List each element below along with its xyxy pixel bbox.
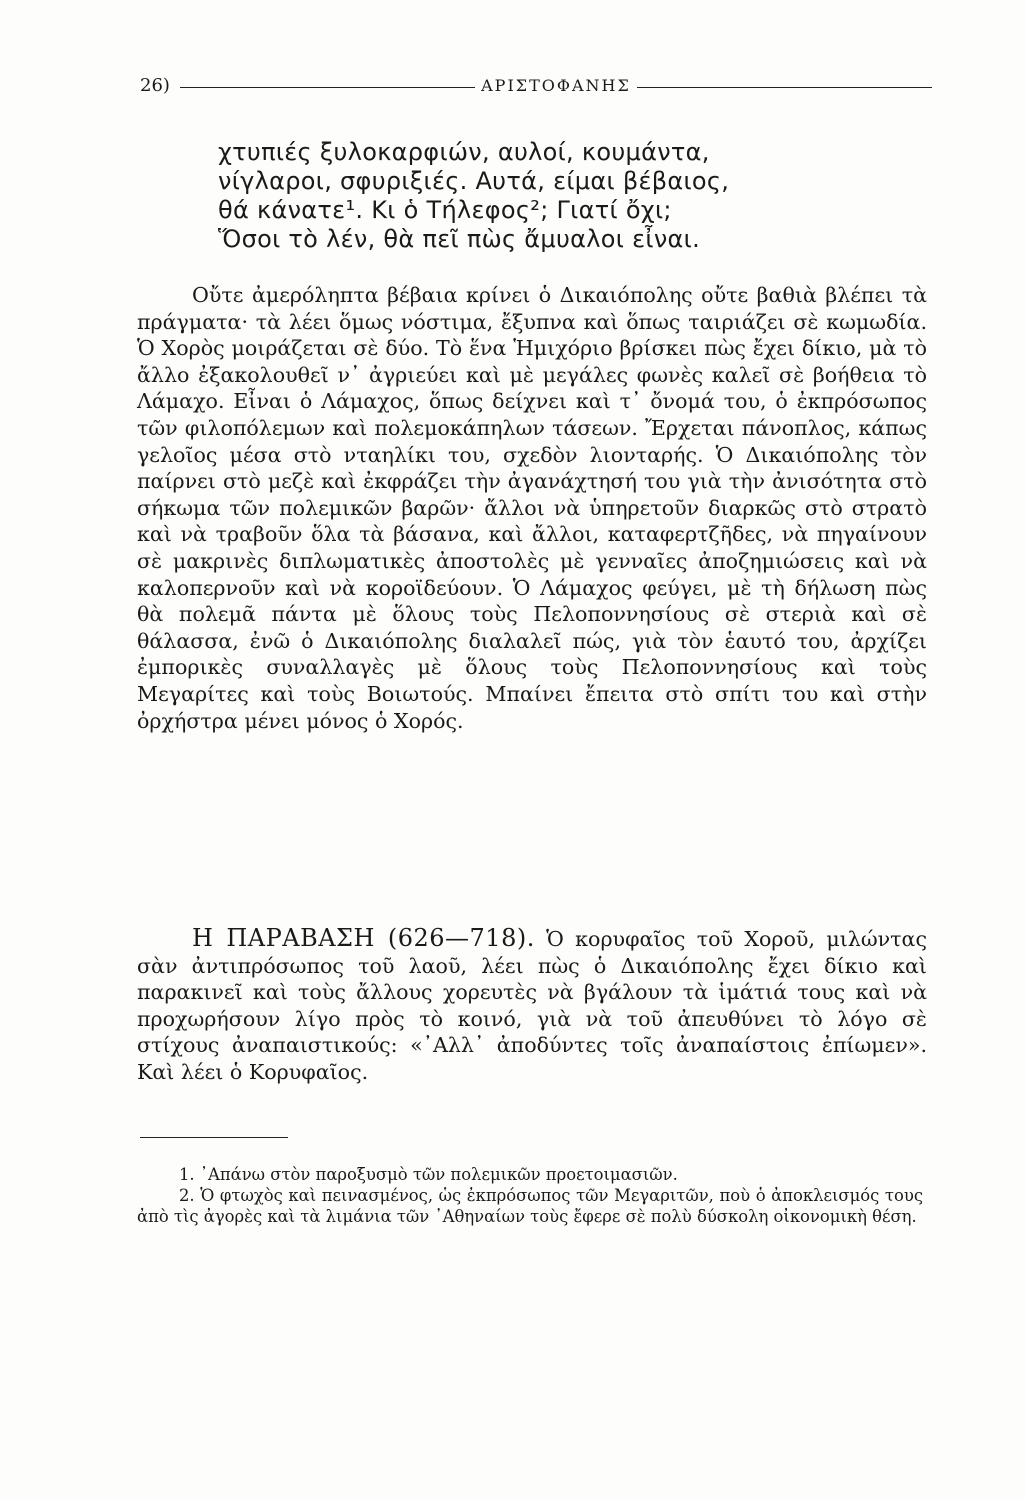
- verse-line: θά κάνατε¹. Κι ὁ Τήλεφος²; Γιατί ὄχι;: [218, 196, 672, 224]
- verse-line: Ὅσοι τὸ λέν, θὰ πεῖ πὼς ἄμυαλοι εἶναι.: [218, 225, 701, 253]
- section-heading: Η ΠΑΡΑΒΑΣΗ (626—718).: [192, 924, 535, 952]
- footnote-1: 1. ᾿Απάνω στὸν παροξυσμὸ τῶν πολεμικῶν προετοιμασιῶν.: [179, 1165, 678, 1184]
- footnotes: [137, 1164, 923, 1227]
- footnote-separator: [140, 1137, 288, 1138]
- body-paragraph-2: [137, 925, 927, 1086]
- header-rule-right: [637, 87, 932, 88]
- verse-line: νίγλαροι, σφυριξιές. Αυτά, είμαι βέβαιος,: [218, 167, 730, 195]
- verse-quotation: [218, 138, 938, 254]
- running-head: [140, 70, 932, 100]
- paragraph-text: Ὁ κορυφαῖος τοῦ Χοροῦ, μιλώντας σὰν ἀντιπρόσωπος τοῦ λαοῦ, λέει πὼς ὁ Δικαιόπολης ἔχει δίκιο καὶ παρακινεῖ καὶ τοὺς ἄλλους χορευτὲς νὰ βγάλουν τὰ ἱμάτιά τους καὶ νὰ προχωρήσουν λίγο πρὸς τὸ κοινό, γιὰ νὰ τοῦ ἀπευθύνει τὸ λόγο σὲ στίχους ἀναπαιστικούς: «᾿Αλλ᾿ ἀποδύντες τοῖς ἀναπαίστοις ἐπίωμεν». Καὶ λέει ὁ Κορυφαῖος.: [137, 927, 927, 1084]
- page-number: 26): [140, 74, 170, 96]
- running-title: ΑΡΙΣΤΟΦΑΝΗΣ: [481, 75, 631, 95]
- paragraph-with-heading: [137, 925, 927, 1086]
- paragraph-text: Οὔτε ἀμερόληπτα βέβαια κρίνει ὁ Δικαιόπολης οὔτε βαθιὰ βλέπει τὰ πράγματα· τὰ λέει ὅμως νόστιμα, ἔξυπνα καὶ ὅπως ταιριάζει σὲ κωμωδία. Ὁ Χορὸς μοιράζεται σὲ δύο. Τὸ ἕνα Ἡμιχόριο βρίσκει πὼς ἔχει δίκιο, μὰ τὸ ἄλλο ἐξακολουθεῖ ν᾿ ἀγριεύει καὶ μὲ μεγάλες φωνὲς καλεῖ σὲ βοήθεια τὸ Λάμαχο. Εἶναι ὁ Λάμαχος, ὅπως δείχνει καὶ τ᾿ ὄνομά του, ὁ ἐκπρόσωπος τῶν φιλοπόλεμων καὶ πολεμοκάπηλων τάσεων. Ἔρχεται πάνοπλος, κάπως γελοῖος μέσα στὸ νταηλίκι του, σχεδὸν λιονταρής. Ὁ Δικαιόπολης τὸν παίρνει στὸ μεζὲ καὶ ἐκφράζει τὴν ἀγανάχτησή του γιὰ τὴν ἀνισότητα στὸ σήκωμα τῶν πολεμικῶν βαρῶν· ἄλλοι νὰ ὑπηρετοῦν διαρκῶς στὸ στρατὸ καὶ νὰ τραβοῦν ὅλα τὰ βάσανα, καὶ ἄλλοι, καταφερτζῆδες, νὰ πηγαίνουν σὲ μακρινὲς διπλωματικὲς ἀποστολὲς μὲ γενναῖες ἀποζημιώσεις καὶ νὰ καλοπερνοῦν καὶ νὰ κοροϊδεύουν. Ὁ Λάμαχος φεύγει, μὲ τὴ δήλωση πὼς θὰ πολεμᾶ πάντα μὲ ὅλους τοὺς Πελοποννησίους σὲ στεριὰ καὶ σὲ θάλασσα, ἐνῶ ὁ Δικαιόπολης διαλαλεῖ πώς, γιὰ τὸν ἑαυτό του, ἀρχίζει ἐμπορικὲς συναλλαγὲς μὲ ὅλους τοὺς Πελοποννησίους καὶ τοὺς Μεγαρίτες καὶ τοὺς Βοιωτούς. Μπαίνει ἔπειτα στὸ σπίτι του καὶ στὴν ὀρχήστρα μένει μόνος ὁ Χορός.: [137, 283, 927, 733]
- verse-line: χτυπιές ξυλοκαρφιών, αυλοί, κουμάντα,: [218, 138, 710, 166]
- body-paragraph-1: [137, 282, 927, 734]
- footnote-2: 2. Ὁ φτωχὸς καὶ πεινασμένος, ὡς ἐκπρόσωπος τῶν Μεγαριτῶν, ποὺ ὁ ἀποκλεισμός τους ἀπὸ τὶς ἀγορὲς καὶ τὰ λιμάνια τῶν ᾿Αθηναίων τοὺς ἔφερε σὲ πολὺ δύσκολη οἰκονομικὴ θέση.: [137, 1186, 923, 1226]
- header-rule-left: [180, 87, 475, 88]
